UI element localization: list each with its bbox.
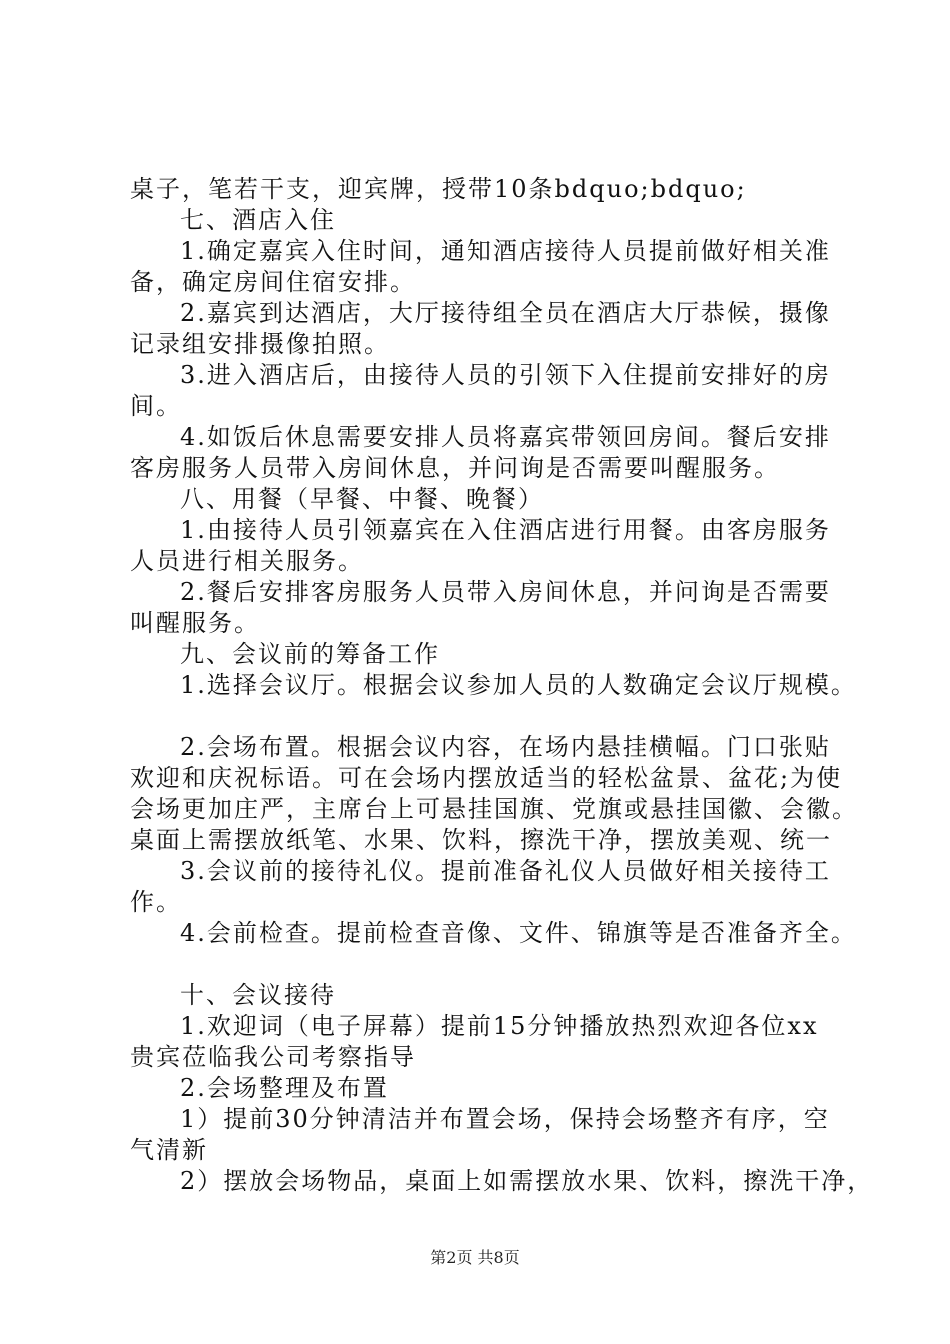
section-heading-hotel-checkin: 七、酒店入住 xyxy=(180,206,336,234)
text-line: 叫醒服务。 xyxy=(130,609,260,637)
text-line: 欢迎和庆祝标语。可在会场内摆放适当的轻松盆景、盆花;为使 xyxy=(130,764,843,792)
text-line: 1.欢迎词（电子屏幕）提前15分钟播放热烈欢迎各位xx xyxy=(180,1012,819,1040)
section-heading-meeting-reception: 十、会议接待 xyxy=(180,981,336,1009)
text-line: 1.确定嘉宾入住时间，通知酒店接待人员提前做好相关准 xyxy=(180,237,831,265)
text-line: 记录组安排摄像拍照。 xyxy=(130,330,390,358)
text-line: 桌面上需摆放纸笔、水果、饮料，擦洗干净，摆放美观、统一 xyxy=(130,826,832,854)
text-line: 桌子，笔若干支，迎宾牌，授带10条bdquo;bdquo; xyxy=(130,175,747,203)
text-line: 4.如饭后休息需要安排人员将嘉宾带领回房间。餐后安排 xyxy=(180,423,831,451)
page-number-footer: 第2页 共8页 xyxy=(430,1248,520,1267)
text-line: 2.会场布置。根据会议内容，在场内悬挂横幅。门口张贴 xyxy=(180,733,831,761)
text-line: 2.嘉宾到达酒店，大厅接待组全员在酒店大厅恭候，摄像 xyxy=(180,299,831,327)
blank-line xyxy=(130,949,850,980)
document-body xyxy=(130,174,874,1197)
text-line: 人员进行相关服务。 xyxy=(130,547,364,575)
text-line: 3.进入酒店后，由接待人员的引领下入住提前安排好的房 xyxy=(180,361,831,389)
text-line: 3.会议前的接待礼仪。提前准备礼仪人员做好相关接待工 xyxy=(180,857,831,885)
text-line: 1.选择会议厅。根据会议参加人员的人数确定会议厅规模。 xyxy=(180,671,857,699)
text-line: 作。 xyxy=(130,888,182,916)
section-heading-dining: 八、用餐（早餐、中餐、晚餐） xyxy=(180,485,544,513)
text-line: 会场更加庄严，主席台上可悬挂国旗、党旗或悬挂国徽、会徽。 xyxy=(130,795,858,823)
text-line: 1）提前30分钟清洁并布置会场，保持会场整齐有序，空 xyxy=(180,1105,830,1133)
text-line: 贵宾莅临我公司考察指导 xyxy=(130,1043,416,1071)
text-line: 2.会场整理及布置 xyxy=(180,1074,389,1102)
text-line: 间。 xyxy=(130,392,182,420)
blank-line xyxy=(130,701,850,732)
text-line: 4.会前检查。提前检查音像、文件、锦旗等是否准备齐全。 xyxy=(180,919,857,947)
text-line: 客房服务人员带入房间休息，并问询是否需要叫醒服务。 xyxy=(130,454,780,482)
text-line: 气清新 xyxy=(130,1136,208,1164)
text-line: 备，确定房间住宿安排。 xyxy=(130,268,416,296)
text-line: 2）摆放会场物品，桌面上如需摆放水果、饮料，擦洗干净， xyxy=(180,1167,874,1195)
section-heading-meeting-prep: 九、会议前的筹备工作 xyxy=(180,640,440,668)
text-line: 1.由接待人员引领嘉宾在入住酒店进行用餐。由客房服务 xyxy=(180,516,831,544)
text-line: 2.餐后安排客房服务人员带入房间休息，并问询是否需要 xyxy=(180,578,831,606)
